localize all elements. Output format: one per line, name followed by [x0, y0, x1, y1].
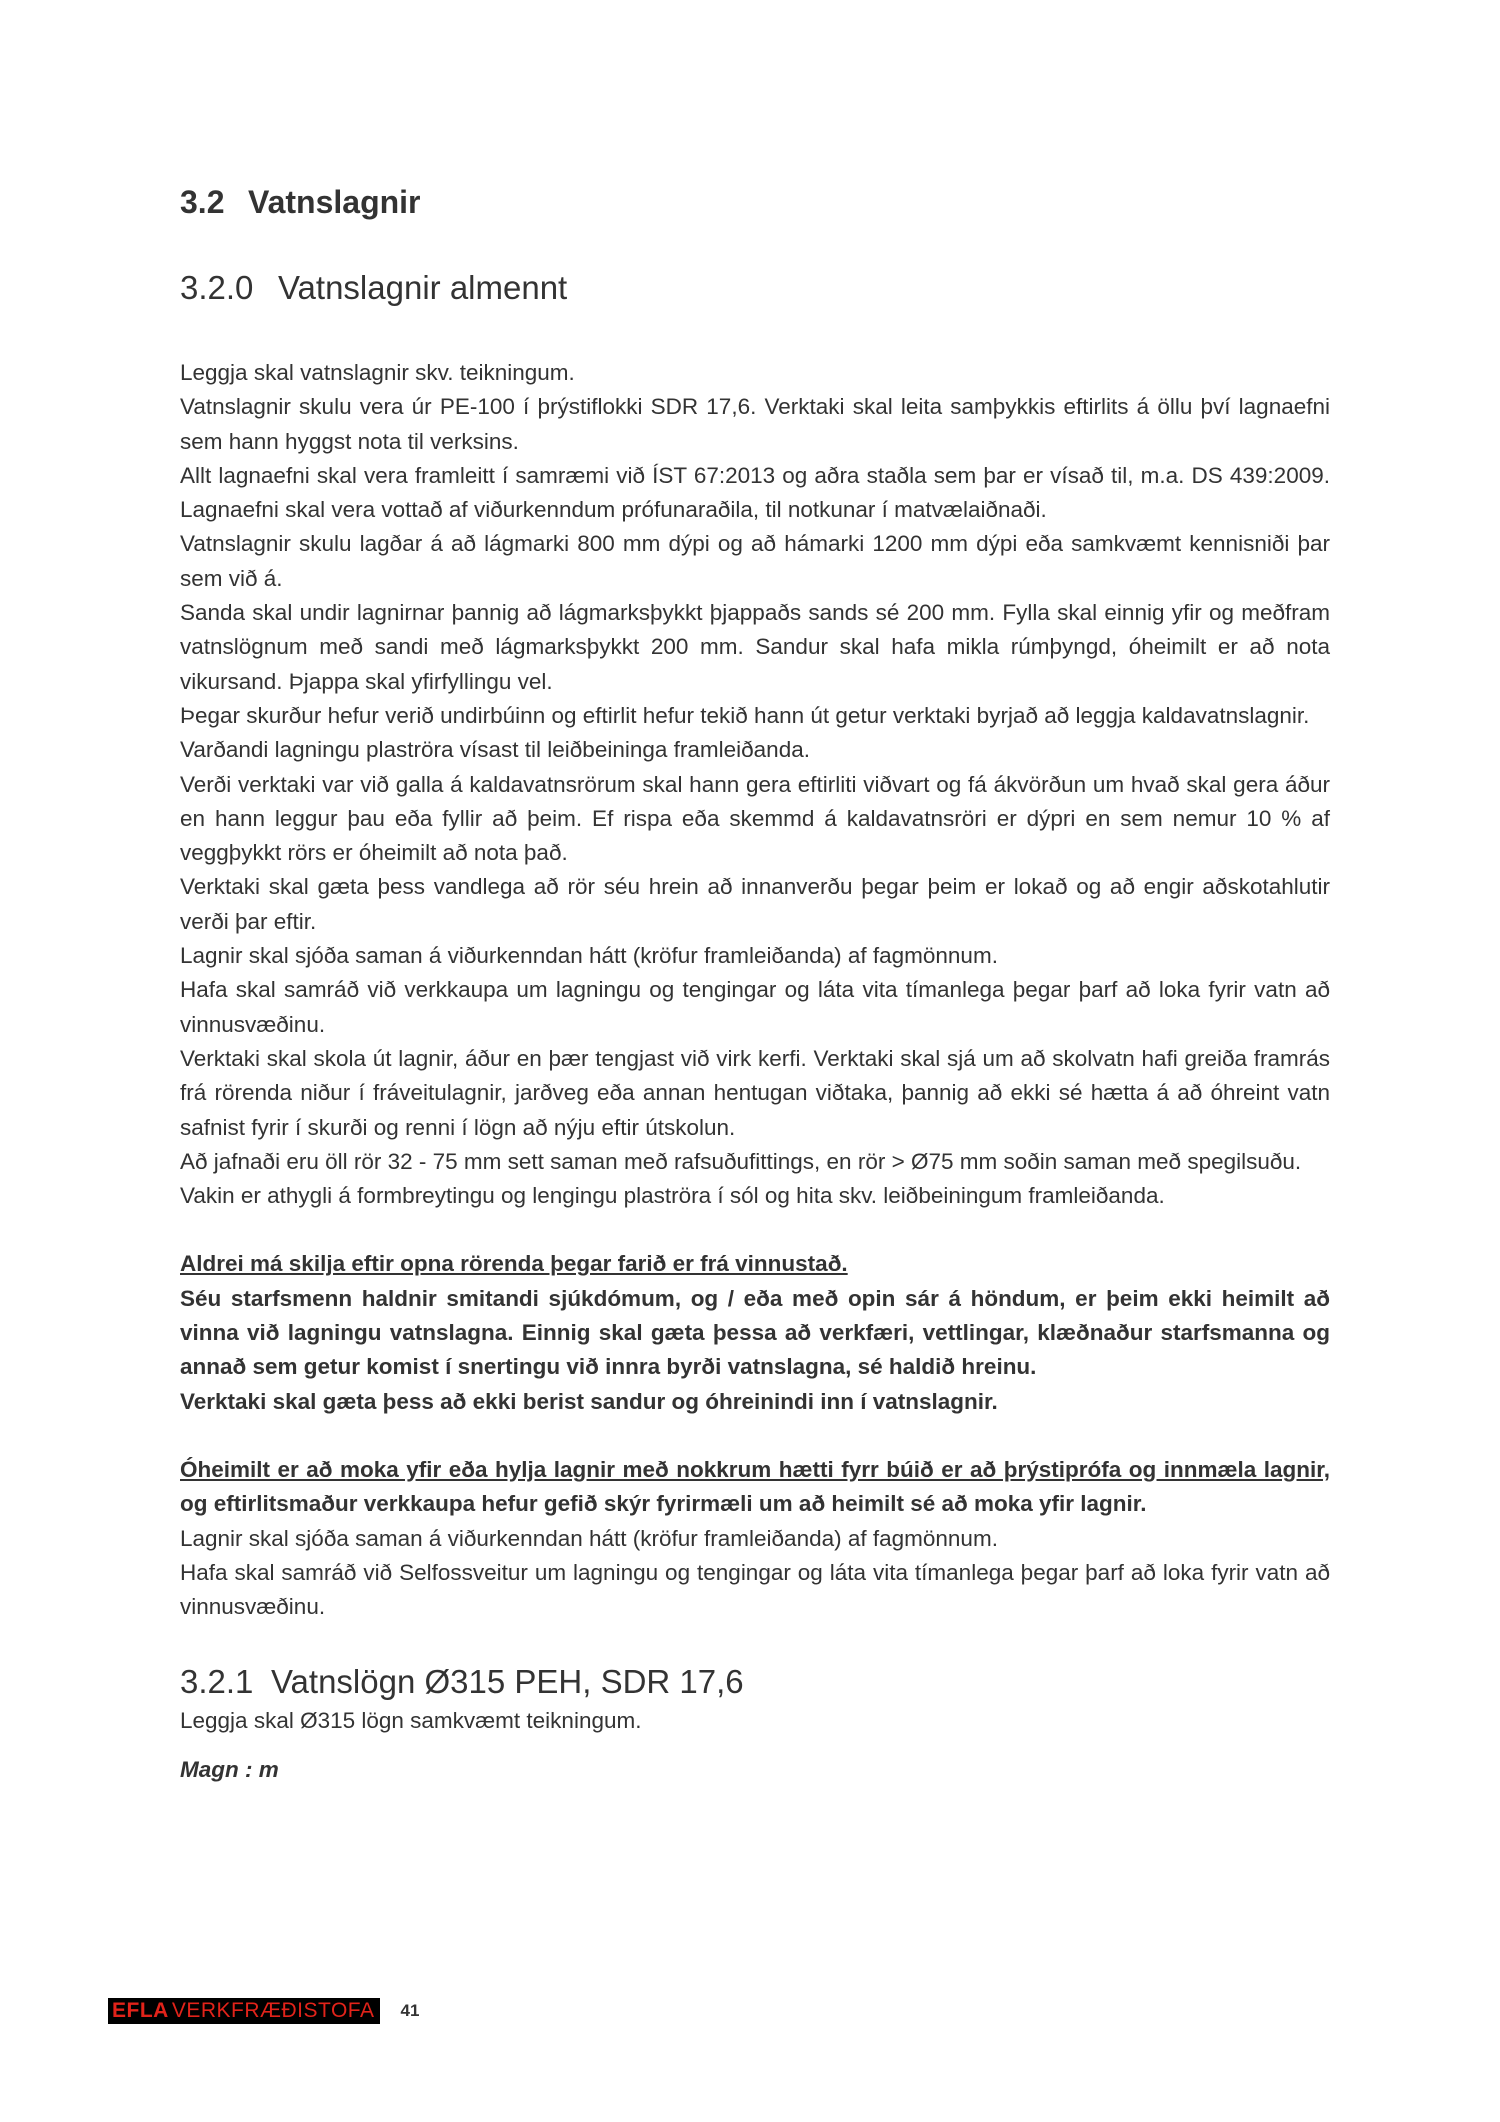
paragraph: Verktaki skal gæta þess vandlega að rör séu hrein að innanverðu þegar þeim er lokað og að engir aðskotahlutir verði þar eftir.	[180, 874, 1330, 934]
section-title: Vatnslagnir	[248, 184, 421, 220]
subsection-heading	[180, 266, 1330, 310]
subsection2-title: Vatnslögn Ø315 PEH, SDR 17,6	[271, 1663, 744, 1701]
logo-text: VERKFRÆÐISTOFA	[171, 1999, 375, 2022]
warning-paragraph: Verktaki skal gæta þess að ekki berist sandur og óhreinindi inn í vatnslagnir.	[180, 1388, 998, 1414]
paragraph: Vatnslagnir skulu vera úr PE-100 í þrýstiflokki SDR 17,6. Verktaki skal leita samþykkis eftirlits á öllu því lagnaefni sem hann hyggst nota til verksins.	[180, 394, 1330, 454]
paragraph: Þegar skurður hefur verið undirbúinn og eftirlit hefur tekið hann út getur verktaki byrjað að leggja kaldavatnslagnir.	[180, 702, 1310, 728]
section-heading	[180, 180, 1330, 240]
backfill-prohibition	[180, 1453, 1330, 1624]
paragraph: Að jafnaði eru öll rör 32 - 75 mm sett saman með rafsuðufittings, en rör > Ø75 mm soðin saman með spegilsuðu.	[180, 1148, 1302, 1174]
paragraph: Allt lagnaefni skal vera framleitt í samræmi við ÍST 67:2013 og aðra staðla sem þar er vísað til, m.a. DS 439:2009. Lagnaefni skal vera vottað af viðurkenndum prófunaraðila, til notkunar í matvælaiðnaði.	[180, 462, 1330, 523]
prohibition-underlined: Óheimilt er að moka yfir eða hylja lagnir með nokkrum hætti fyrr búið er að þrýstiprófa og innmæla lagnir,	[180, 1456, 1330, 1482]
unit-label: Magn : m	[180, 1756, 279, 1782]
paragraph: Leggja skal vatnslagnir skv. teikningum.	[180, 360, 575, 385]
general-requirements	[180, 356, 1330, 1213]
subsection-number: 3.2.0	[180, 269, 254, 306]
subsection2-text: Leggja skal Ø315 lögn samkvæmt teikningum.	[180, 1708, 642, 1734]
section-number: 3.2	[180, 184, 225, 220]
logo-brand: EFLA	[112, 1999, 169, 2022]
paragraph: Lagnir skal sjóða saman á viðurkenndan hátt (kröfur framleiðanda) af fagmönnum.	[180, 943, 998, 969]
hygiene-warning	[180, 1247, 1330, 1418]
prohibition-paragraph	[180, 1453, 1330, 1522]
paragraph: Vatnslagnir skulu lagðar á að lágmarki 800 mm dýpi og að hámarki 1200 mm dýpi eða samkvæmt kennisniði þar sem við á.	[180, 531, 1330, 591]
efla-logo	[108, 1998, 380, 2024]
paragraph: Lagnir skal sjóða saman á viðurkenndan hátt (kröfur framleiðanda) af fagmönnum.	[180, 1525, 998, 1551]
warning-underlined	[180, 1247, 1330, 1281]
paragraph: Verktaki skal skola út lagnir, áður en þær tengjast við virk kerfi. Verktaki skal sjá um að skolvatn hafi greiða framrás frá rörenda niður í fráveitulagnir, jarðveg eða annan hentugan viðtaka, þannig að ekki sé hætta á að óhreint vatn safnist fyrir í skurði og renni í lögn að nýju eftir útskolun.	[180, 1045, 1330, 1140]
paragraph: Verði verktaki var við galla á kaldavatnsrörum skal hann gera eftirliti viðvart og fá ákvörðun um hvað skal gera áður en hann leggur þau eða fyllir að þeim. Ef rispa eða skemmd á kaldavatnsröri er dýpri en sem nemur 10 % af veggþykkt rörs er óheimilt að nota það.	[180, 771, 1330, 866]
page-number: 41	[400, 2001, 420, 2020]
paragraph: Sanda skal undir lagnirnar þannig að lágmarksþykkt þjappaðs sands sé 200 mm. Fylla skal einnig yfir og meðfram vatnslögnum með sandi með lágmarksþykkt 200 mm. Sandur skal hafa mikla rúmþyngd, óheimilt er að nota vikursand. Þjappa skal yfirfyllingu vel.	[180, 600, 1330, 694]
warning-paragraph: Séu starfsmenn haldnir smitandi sjúkdómum, og / eða með opin sár á höndum, er þeim ekki heimilt að vinna við lagningu vatnslagna. Einnig skal gæta þessa að verkfæri, vettlingar, klæðnaður starfsmanna og annað sem getur komist í snertingu við innra byrði vatnslagna, sé haldið hreinu.	[180, 1285, 1330, 1380]
spacer	[180, 1213, 1330, 1247]
paragraph: Hafa skal samráð við verkkaupa um lagningu og tengingar og láta vita tímanlega þegar þarf að loka fyrir vatn að vinnusvæðinu.	[180, 977, 1330, 1037]
page-content	[180, 180, 1330, 1787]
subsection2-number: 3.2.1	[180, 1663, 254, 1701]
paragraph: Hafa skal samráð við Selfossveitur um lagningu og tengingar og láta vita tímanlega þegar þarf að loka fyrir vatn að vinnusvæðinu.	[180, 1559, 1330, 1620]
paragraph: Varðandi lagningu plaströra vísast til leiðbeininga framleiðanda.	[180, 737, 810, 763]
prohibition-rest: og eftirlitsmaður verkkaupa hefur gefið skýr fyrirmæli um að heimilt sé að moka yfir lagnir.	[180, 1491, 1147, 1517]
paragraph: Vakin er athygli á formbreytingu og lengingu plaströra í sól og hita skv. leiðbeiningum framleiðanda.	[180, 1183, 1165, 1209]
subsection-title: Vatnslagnir almennt	[278, 269, 568, 306]
subsection2-heading	[180, 1660, 1330, 1704]
spacer	[180, 1419, 1330, 1453]
page-footer	[108, 1998, 419, 2024]
warning-underlined-text: Aldrei má skilja eftir opna rörenda þegar farið er frá vinnustað.	[180, 1251, 848, 1277]
